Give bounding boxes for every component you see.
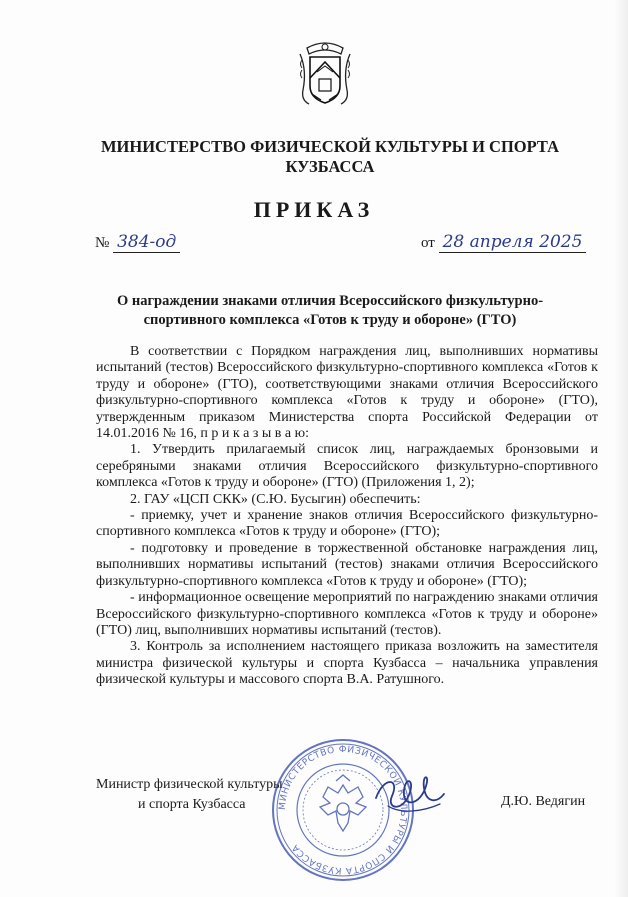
body-paragraph: - подготовку и проведение в торжественной обстановке награждения лиц, выполнивших нормативы испытаний (тестов) знаками отличия Всероссийского физкультурно-спортивного комплекса «Готов к труду и обороне» (ГТО); <box>96 540 598 589</box>
order-number <box>95 232 180 252</box>
ministry-name <box>60 137 600 177</box>
body-paragraph: В соответствии с Порядком награждения лиц, выполнивших нормативы испытаний (тестов) Всероссийского физкультурно-спортивного комплекса «Готов к труду и обороне» (ГТО), соответствующими знаками отличия Всероссийского физкультурно-спортивного комплекса «Готов к труду и обороне» (ГТО), утвержденным приказом Министерства спорта Российской Федерации от 14.01.2016 № 16, п р и к а з ы в а ю: <box>96 344 598 442</box>
order-subject <box>80 292 580 330</box>
document-type-title: ПРИКАЗ <box>253 197 375 222</box>
order-number-prefix: № <box>95 235 110 251</box>
body-paragraph: - приемку, учет и хранение знаков отличия Всероссийского физкультурно-спортивного комплекса «Готов к труду и обороне» (ГТО); <box>96 508 598 540</box>
order-date <box>421 232 586 252</box>
ministry-line-2: КУЗБАССА <box>285 157 375 176</box>
double-headed-eagle-icon <box>320 775 366 831</box>
coat-of-arms-icon <box>297 40 353 108</box>
signatory-name: Д.Ю. Ведягин <box>501 794 586 809</box>
body-paragraph: 2. ГАУ «ЦСП СКК» (С.Ю. Бусыгин) обеспечить: <box>130 491 421 507</box>
subject-line-2: спортивного комплекса «Готов к труду и обороне» (ГТО) <box>143 312 517 328</box>
body-paragraph: 3. Контроль за исполнением настоящего приказа возложить на заместителя министра физической культуры и спорта Кузбасса – начальника управления физической культуры и массового спорта В.А. Ратушного. <box>96 639 598 688</box>
order-date-value: 28 апреля 2025 <box>439 232 587 253</box>
handwritten-signature <box>370 768 450 823</box>
ministry-line-1: МИНИСТЕРСТВО ФИЗИЧЕСКОЙ КУЛЬТУРЫ И СПОРТА <box>100 137 560 156</box>
signatory-title <box>96 775 283 815</box>
order-date-prefix: от <box>421 235 435 251</box>
order-number-value: 384-од <box>113 232 180 253</box>
signatory-title-line-1: Министр физической культуры <box>96 777 283 792</box>
body-paragraph: - информационное освещение мероприятий по награждению знаками отличия Всероссийского физкультурно-спортивного комплекса «Готов к труду и обороне» (ГТО) лиц, выполнивших нормативы испытаний (тестов). <box>96 590 598 638</box>
subject-line-1: О награждении знаками отличия Всероссийского физкультурно- <box>116 293 544 309</box>
page-edge-shadow <box>614 0 628 897</box>
signatory-title-line-2: и спорта Кузбасса <box>138 797 246 812</box>
body-paragraph: 1. Утвердить прилагаемый список лиц, награждаемых бронзовыми и серебряными знаками отличия Всероссийского физкультурно-спортивного комплекса «Готов к труду и обороне» (ГТО) (Приложения 1, 2); <box>96 442 598 491</box>
order-body <box>96 344 598 689</box>
stamp-text: МИНИСТЕРСТВО ФИЗИЧЕСКОЙ КУЛЬТУРЫ И СПОРТА КУЗБАССА <box>277 744 409 876</box>
